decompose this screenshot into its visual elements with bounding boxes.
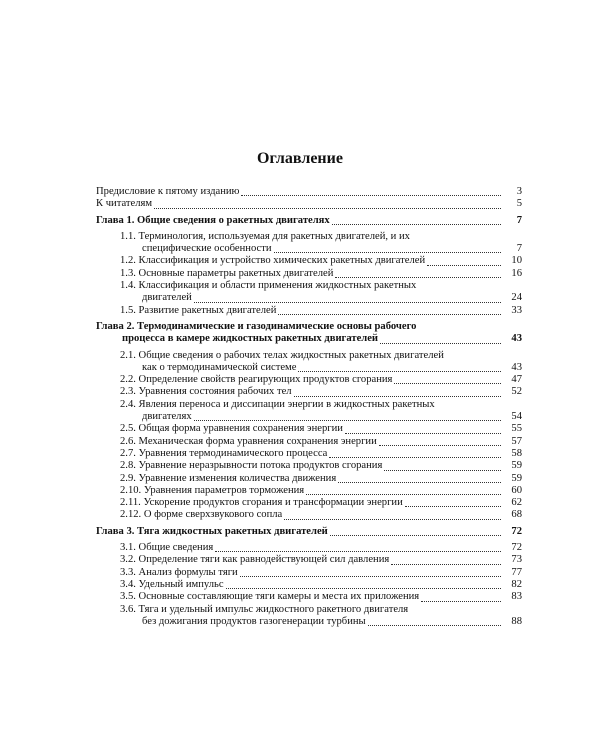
- page-number: 7: [516, 214, 522, 226]
- page-number: 24: [511, 292, 522, 304]
- page-number: 83: [511, 591, 522, 603]
- page-number: 72: [511, 525, 522, 537]
- chapter-title-line-1: Глава 2. Термодинамические и газодинамические основы рабочего: [96, 320, 417, 332]
- entry-title-line-2: как о термодинамической системе: [142, 361, 297, 373]
- toc-section-3-3[interactable]: [120, 567, 522, 579]
- page-number: 52: [511, 386, 522, 398]
- entry-title-line-1: 1.4. Классификация и области применения жидкостных ракетных: [120, 280, 417, 292]
- page-number: 82: [511, 578, 522, 590]
- toc-section-2-2[interactable]: [120, 374, 522, 386]
- page-title: Оглавление: [257, 150, 343, 167]
- page-number: 16: [511, 267, 522, 279]
- page-number: 33: [511, 304, 522, 316]
- page-number: 62: [511, 497, 522, 509]
- toc-section-2-8[interactable]: [120, 460, 522, 472]
- page-number: 54: [511, 411, 522, 423]
- toc-section-2-1[interactable]: [120, 350, 522, 375]
- toc-entry-to-readers[interactable]: [96, 198, 522, 210]
- entry-title: 3.2. Определение тяги как равнодействующей сил давления: [120, 554, 390, 566]
- entry-title: К читателям: [96, 198, 153, 210]
- page-number: 59: [511, 460, 522, 472]
- page-number: 7: [516, 243, 522, 255]
- page-number: 43: [511, 361, 522, 373]
- entry-title-line-1: 3.6. Тяга и удельный импульс жидкостного ракетного двигателя: [120, 603, 409, 615]
- page-number: 58: [511, 447, 522, 459]
- page-number: 73: [511, 554, 522, 566]
- entry-title-line-2: специфические особенности: [142, 243, 272, 255]
- chapter-title-line-2: процесса в камере жидкостных ракетных двигателей: [122, 333, 379, 345]
- page-number: 88: [511, 615, 522, 627]
- entry-title: 2.10. Уравнения параметров торможения: [120, 484, 305, 496]
- page-number: 55: [511, 423, 522, 435]
- page-number: 3: [516, 186, 522, 197]
- entry-title-line-2: двигателей: [142, 292, 192, 304]
- toc-entry-preface[interactable]: [96, 186, 522, 198]
- chapter-title: Глава 1. Общие сведения о ракетных двигателях: [96, 214, 330, 226]
- entry-title: 2.2. Определение свойств реагирующих продуктов сгорания: [120, 374, 393, 386]
- entry-title: 3.3. Анализ формулы тяги: [120, 566, 238, 578]
- page-number: 47: [511, 374, 522, 386]
- table-of-contents: [96, 186, 522, 628]
- toc-chapter-2[interactable]: [96, 321, 522, 346]
- entry-title: Предисловие к пятому изданию: [96, 186, 240, 197]
- page-number: 5: [516, 198, 522, 210]
- toc-section-1-1[interactable]: [120, 231, 522, 256]
- toc-section-3-4[interactable]: [120, 579, 522, 591]
- entry-title-line-1: 1.1. Терминология, используемая для ракетных двигателей, и их: [120, 230, 410, 242]
- toc-section-2-12[interactable]: [120, 509, 522, 521]
- entry-title: 2.11. Ускорение продуктов сгорания и трансформации энергии: [120, 497, 403, 509]
- entry-title: 3.4. Удельный импульс: [120, 578, 224, 590]
- toc-section-1-5[interactable]: [120, 305, 522, 317]
- toc-section-3-5[interactable]: [120, 591, 522, 603]
- entry-title: 1.2. Классификация и устройство химических ракетных двигателей: [120, 255, 426, 267]
- entry-title: 2.3. Уравнения состояния рабочих тел: [120, 386, 292, 398]
- entry-title: 2.8. Уравнение неразрывности потока продуктов сгорания: [120, 460, 383, 472]
- toc-section-2-10[interactable]: [120, 485, 522, 497]
- entry-title: 3.1. Общие сведения: [120, 542, 214, 554]
- page-number: 60: [511, 484, 522, 496]
- toc-section-2-9[interactable]: [120, 473, 522, 485]
- toc-section-3-6[interactable]: [120, 604, 522, 629]
- page-number: 57: [511, 435, 522, 447]
- entry-title: 1.5. Развитие ракетных двигателей: [120, 304, 277, 316]
- entry-title-line-2: двигателях: [142, 411, 192, 423]
- entry-title: 2.9. Уравнение изменения количества движения: [120, 472, 337, 484]
- entry-title: 2.5. Общая форма уравнения сохранения энергии: [120, 423, 343, 435]
- toc-section-2-4[interactable]: [120, 399, 522, 424]
- entry-title-line-2: без дожигания продуктов газогенерации турбины: [142, 615, 366, 627]
- toc-section-1-3[interactable]: [120, 268, 522, 280]
- entry-title-line-1: 2.4. Явления переноса и диссипации энергии в жидкостных ракетных: [120, 398, 435, 410]
- page-number: 10: [511, 255, 522, 267]
- toc-section-3-2[interactable]: [120, 554, 522, 566]
- chapter-title: Глава 3. Тяга жидкостных ракетных двигателей: [96, 525, 328, 537]
- entry-title: 1.3. Основные параметры ракетных двигателей: [120, 267, 334, 279]
- toc-chapter-1[interactable]: [96, 215, 522, 227]
- toc-section-2-5[interactable]: [120, 423, 522, 435]
- page-number: 72: [511, 542, 522, 554]
- page-number: 59: [511, 472, 522, 484]
- entry-title: 2.12. О форме сверхзвукового сопла: [120, 509, 283, 521]
- toc-section-1-4[interactable]: [120, 280, 522, 305]
- entry-title: 3.5. Основные составляющие тяги камеры и места их приложения: [120, 591, 420, 603]
- toc-section-3-1[interactable]: [120, 542, 522, 554]
- entry-title: 2.7. Уравнения термодинамического процесса: [120, 447, 328, 459]
- page-number: 43: [511, 333, 522, 345]
- toc-section-2-7[interactable]: [120, 448, 522, 460]
- entry-title: 2.6. Механическая форма уравнения сохранения энергии: [120, 435, 377, 447]
- toc-section-2-11[interactable]: [120, 497, 522, 509]
- page-number: 68: [511, 509, 522, 521]
- page-number: 77: [511, 566, 522, 578]
- toc-section-2-6[interactable]: [120, 436, 522, 448]
- toc-section-1-2[interactable]: [120, 255, 522, 267]
- toc-section-2-3[interactable]: [120, 386, 522, 398]
- toc-chapter-3[interactable]: [96, 526, 522, 538]
- entry-title-line-1: 2.1. Общие сведения о рабочих телах жидкостных ракетных двигателей: [120, 349, 444, 361]
